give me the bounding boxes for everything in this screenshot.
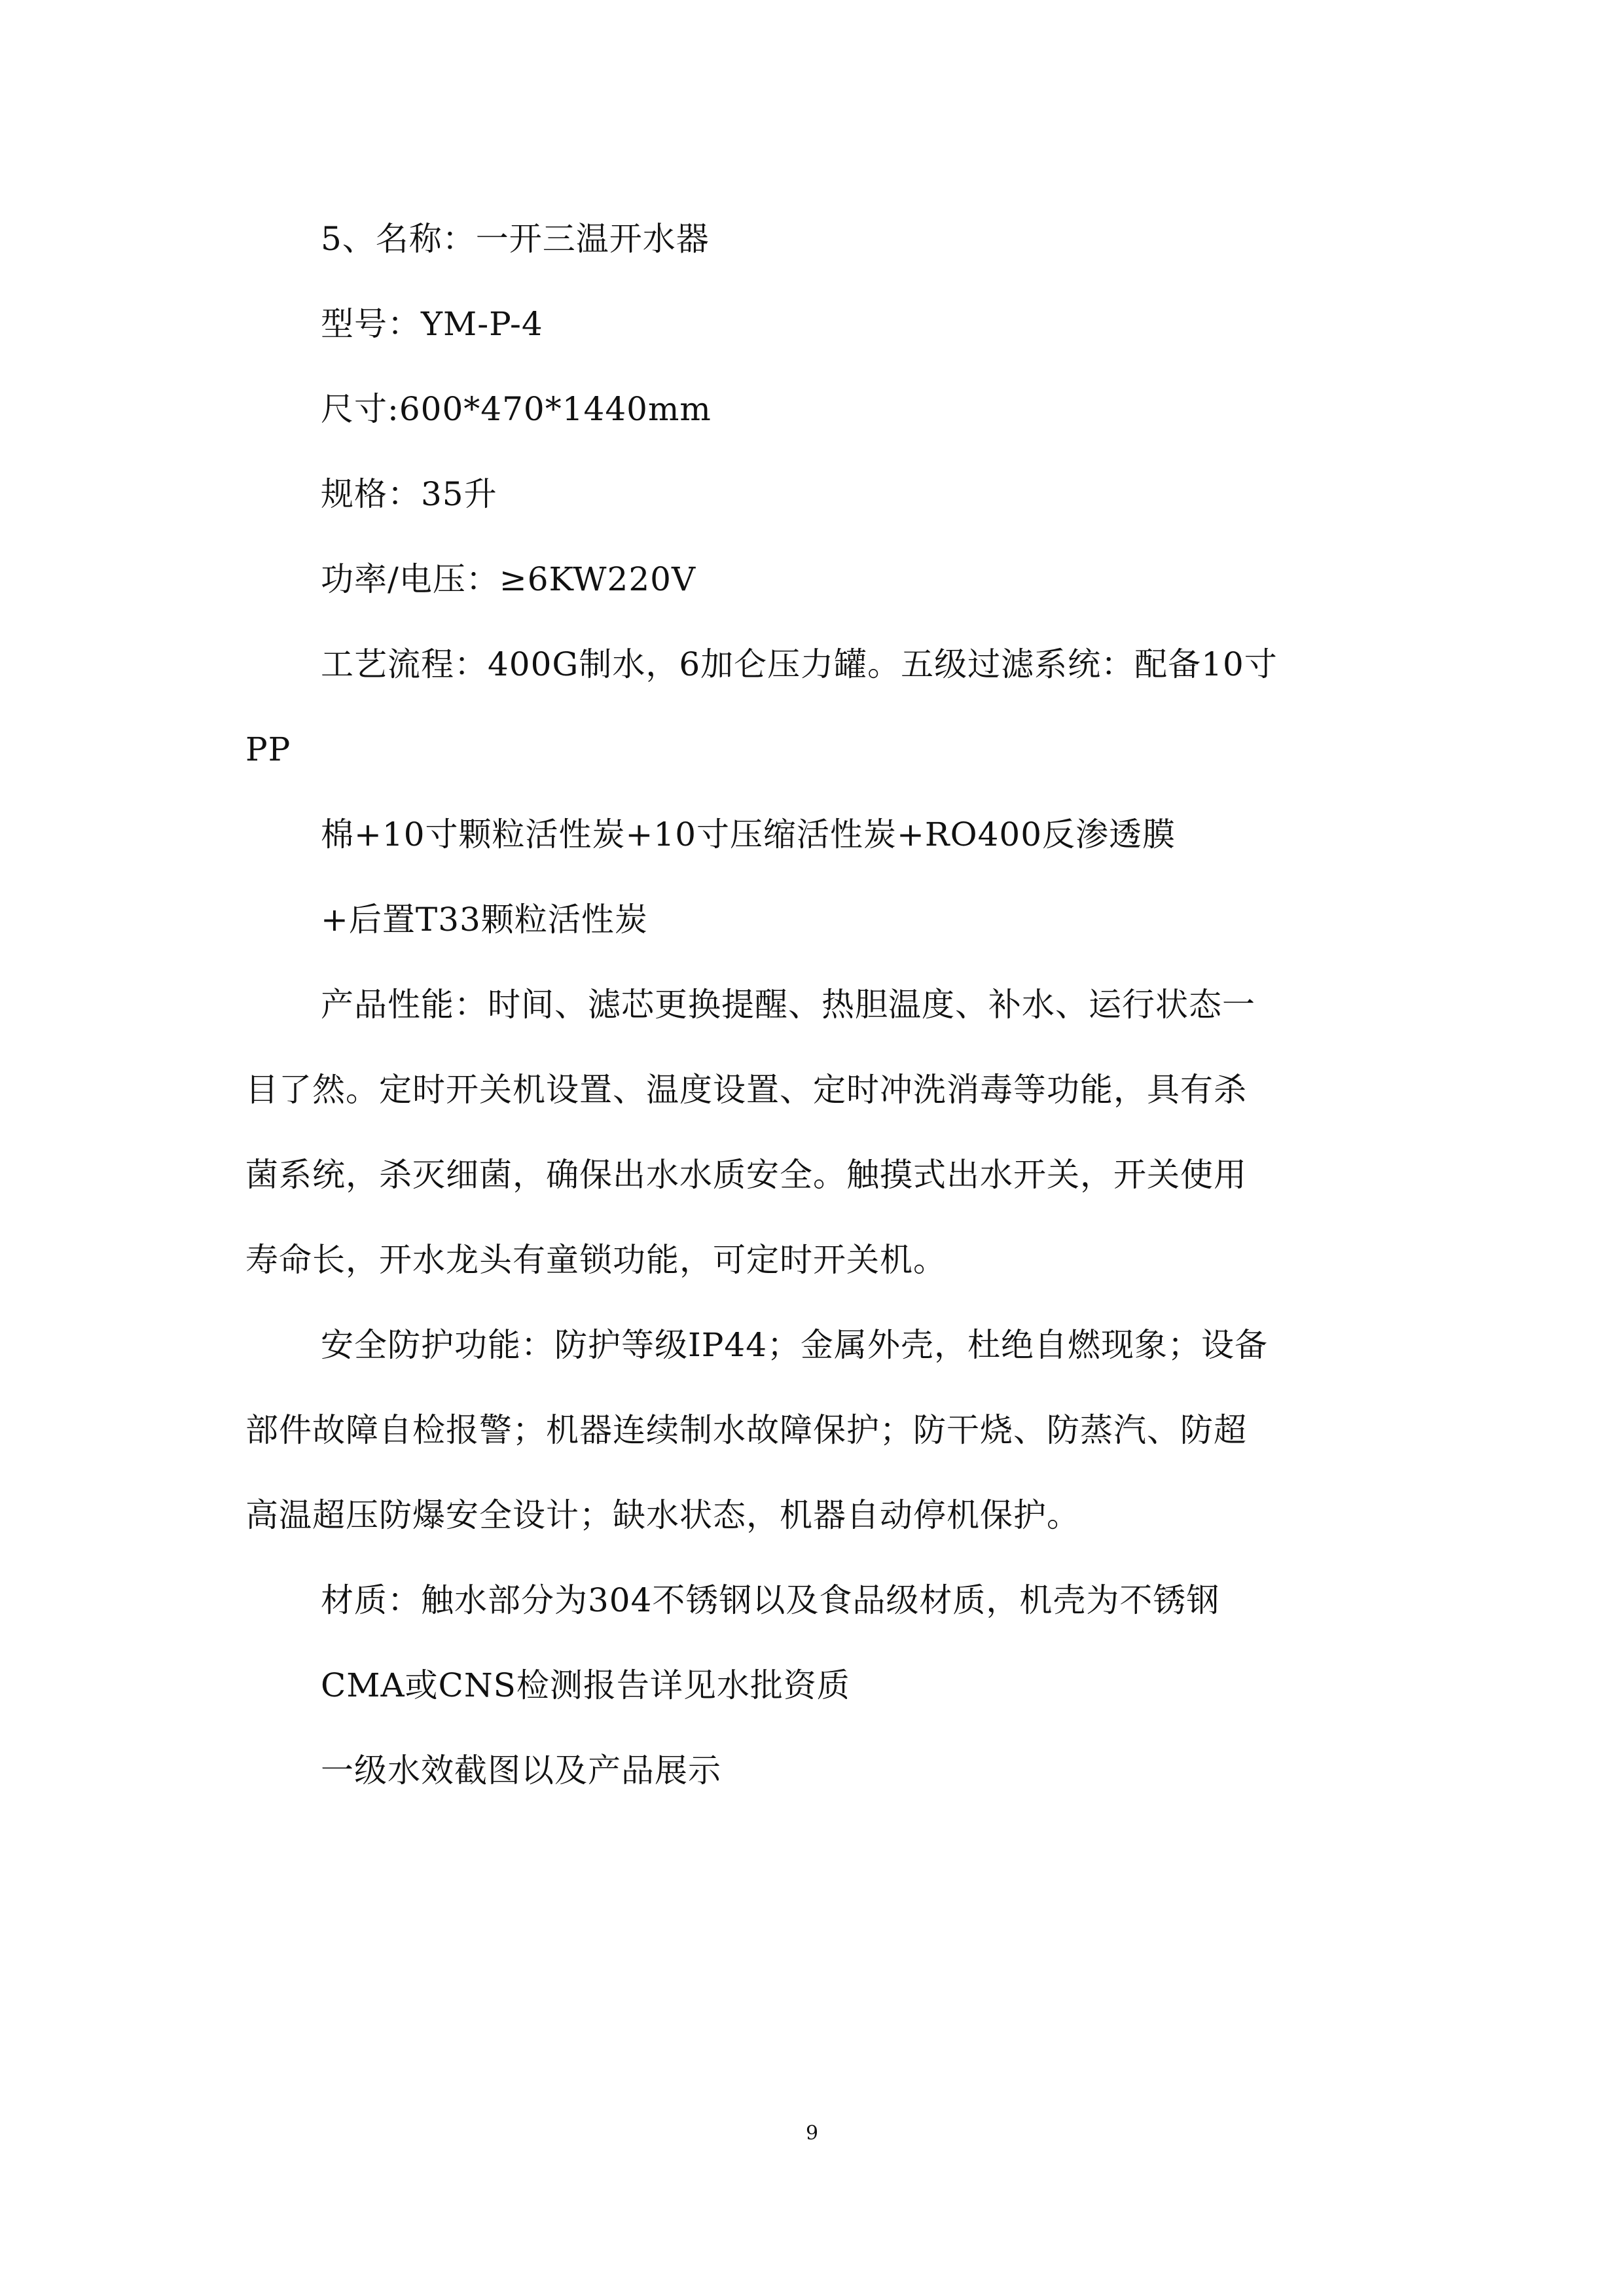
process-line-4: +后置T33颗粒活性炭 xyxy=(321,901,648,939)
process-line-2: PP xyxy=(245,730,291,768)
power-line: 功率/电压：≥6KW220V xyxy=(321,560,696,598)
performance-line-4: 寿命长，开水龙头有童锁功能，可定时开关机。 xyxy=(245,1241,947,1279)
report-line: CMA或CNS检测报告详见水批资质 xyxy=(321,1666,850,1704)
safety-line-3: 高温超压防爆安全设计；缺水状态，机器自动停机保护。 xyxy=(245,1496,1080,1534)
display-line: 一级水效截图以及产品展示 xyxy=(321,1751,721,1789)
process-line-1: 工艺流程：400G制水，6加仑压力罐。五级过滤系统：配备10寸 xyxy=(321,645,1278,683)
performance-line-2: 目了然。定时开关机设置、温度设置、定时冲洗消毒等功能，具有杀 xyxy=(245,1071,1247,1109)
model-line: 型号：YM-P-4 xyxy=(321,305,543,343)
safety-line-2: 部件故障自检报警；机器连续制水故障保护；防干烧、防蒸汽、防超 xyxy=(245,1411,1247,1449)
process-line-3: 棉+10寸颗粒活性炭+10寸压缩活性炭+RO400反渗透膜 xyxy=(321,816,1176,853)
item-heading: 5、名称：一开三温开水器 xyxy=(321,220,710,258)
size-line: 尺寸:600*470*1440mm xyxy=(321,390,712,428)
spec-line: 规格：35升 xyxy=(321,475,497,513)
safety-line-1: 安全防护功能：防护等级IP44；金属外壳，杜绝自燃现象；设备 xyxy=(321,1326,1269,1364)
performance-line-3: 菌系统，杀灭细菌，确保出水水质安全。触摸式出水开关，开关使用 xyxy=(245,1156,1247,1194)
performance-line-1: 产品性能：时间、滤芯更换提醒、热胆温度、补水、运行状态一 xyxy=(321,986,1255,1024)
material-line: 材质：触水部分为304不锈钢以及食品级材质，机壳为不锈钢 xyxy=(321,1581,1220,1619)
page-number: 9 xyxy=(805,2122,819,2145)
